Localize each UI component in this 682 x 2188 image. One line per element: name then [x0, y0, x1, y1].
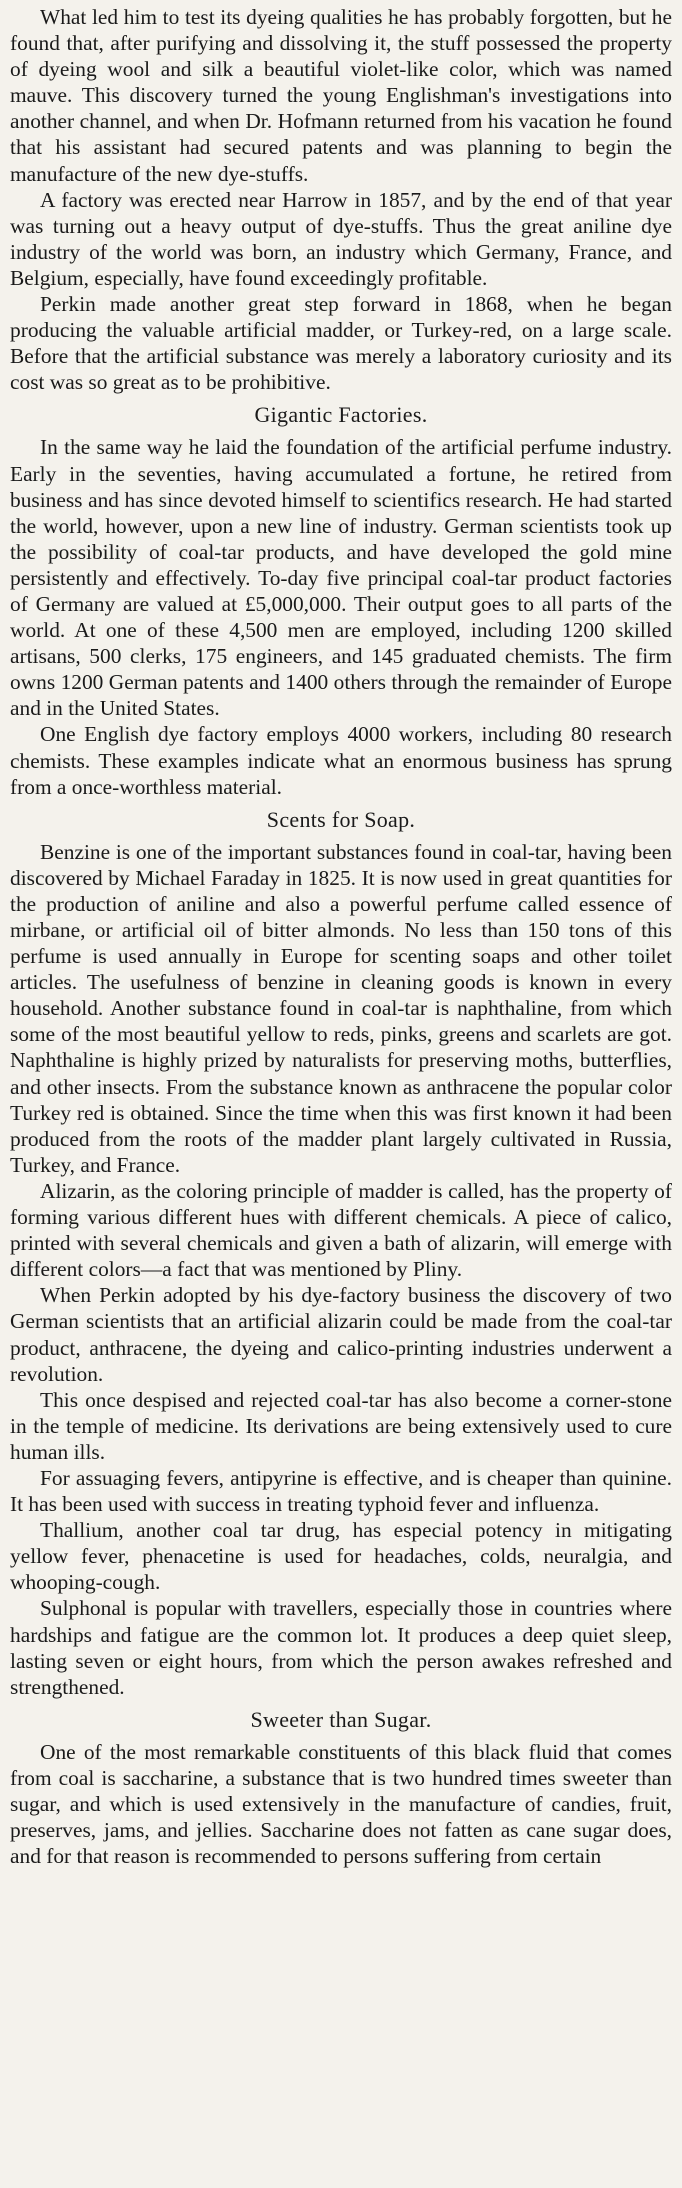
paragraph: When Perkin adopted by his dye-factory business the discovery of two German scientists that an artificial alizarin could be made from the coal-tar product, anthracene, the dyeing and calico-printing industries underwent a revolution.	[10, 1283, 672, 1386]
paragraph: Alizarin, as the coloring principle of madder is called, has the property of forming various different hues with different chemicals. A piece of calico, printed with several chemicals and given a bath of alizarin, will emerge with different colors—a fact that was mentioned by Pliny.	[10, 1178, 672, 1282]
paragraph: One English dye factory employs 4000 workers, including 80 research chemists. These examples indicate what an enormous business has sprung from a once-worthless material.	[10, 722, 672, 799]
section-heading-sweeter-than-sugar: Sweeter than Sugar.	[250, 1706, 432, 1732]
section-heading-scents-for-soap: Scents for Soap.	[266, 806, 416, 832]
paragraph: This once despised and rejected coal-tar has also become a corner-stone in the temple of medicine. Its derivations are being extensively used to cure human ills.	[10, 1387, 672, 1464]
paragraph: For assuaging fevers, antipyrine is effective, and is cheaper than quinine. It has been used with success in treating typhoid fever and influenza.	[10, 1465, 672, 1517]
paragraph: What led him to test its dyeing qualities he has probably forgotten, but he found that, after purifying and dissolving it, the stuff possessed the property of dyeing wool and silk a beautiful violet-like color, which was named mauve. This discovery turned the young Englishman's investigations into another channel, and when Dr. Hofmann returned from his vacation he found that his assistant had secured patents and was planning to begin the manufacture of the new dye-stuffs.	[10, 5, 672, 186]
paragraph: Benzine is one of the important substances found in coal-tar, having been discovered by Michael Faraday in 1825. It is now used in great quantities for the production of aniline and also a powerful perfume called essence of mirbane, or artificial oil of bitter almonds. No less than 150 tons of this perfume is used annually in Europe for scenting soaps and other toilet articles. The usefulness of benzine in cleaning goods is known in every household. Another substance found in coal-tar is naphthaline, from which some of the most beautiful yellow to reds, pinks, greens and scarlets are got. Naphthaline is highly prized by naturalists for preserving moths, butterflies, and other insects. From the substance known as anthracene the popular color Turkey red is obtained. Since the time when this was first known it had been produced from the roots of the madder plant largely cultivated in Russia, Turkey, and France.	[10, 839, 672, 1177]
paragraph: Sulphonal is popular with travellers, especially those in countries where hardships and fatigue are the common lot. It produces a deep quiet sleep, lasting seven or eight hours, from which the person awakes refreshed and strengthened.	[10, 1596, 672, 1699]
paragraph: One of the most remarkable constituents of this black fluid that comes from coal is saccharine, a substance that is two hundred times sweeter than sugar, and which is used extensively in the manufacture of candies, fruit, preserves, jams, and jellies. Saccharine does not fatten as cane sugar does, and for that reason is recommended to persons suffering from certain	[10, 1739, 672, 1869]
paragraph: A factory was erected near Harrow in 1857, and by the end of that year was turning out a heavy output of dye-stuffs. Thus the great aniline dye industry of the world was born, an industry which Germany, France, and Belgium, especially, have found exceedingly profitable.	[10, 187, 672, 290]
paragraph: Thallium, another coal tar drug, has especial potency in mitigating yellow fever, phenacetine is used for headaches, colds, neuralgia, and whooping-cough.	[10, 1518, 672, 1595]
paragraph: In the same way he laid the foundation of the artificial perfume industry. Early in the seventies, having accumulated a fortune, he retired from business and has since devoted himself to scientifics research. He had started the world, however, upon a new line of industry. German scientists took up the possibility of coal-tar products, and have developed the gold mine persistently and effectively. To-day five principal coal-tar product factories of Germany are valued at £5,000,000. Their output goes to all parts of the world. At one of these 4,500 men are employed, including 1200 skilled artisans, 500 clerks, 175 engineers, and 145 graduated chemists. The firm owns 1200 German patents and 1400 others through the remainder of Europe and in the United States.	[10, 435, 672, 721]
paragraph: Perkin made another great step forward in 1868, when he began producing the valuable artificial madder, or Turkey-red, on a large scale. Before that the artificial substance was merely a laboratory curiosity and its cost was so great as to be prohibitive.	[10, 292, 672, 395]
section-heading-gigantic-factories: Gigantic Factories.	[254, 402, 428, 428]
